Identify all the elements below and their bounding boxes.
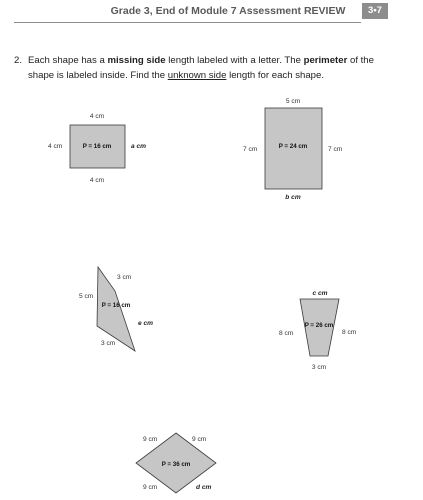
lesson-badge: 3•7 bbox=[362, 3, 388, 19]
square-missing-label: a cm bbox=[131, 143, 147, 150]
rectangle-left-label: 7 cm bbox=[243, 146, 258, 153]
instr-text-3: of the shape is labeled inside. Find the bbox=[28, 55, 374, 81]
rectangle-figure bbox=[243, 98, 343, 201]
instr-bold-missing-side: missing side bbox=[107, 55, 166, 66]
rhombus-top-left-label: 9 cm bbox=[143, 436, 158, 443]
rhombus-perimeter-label: P = 36 cm bbox=[161, 461, 191, 468]
parallelogram-left-label: 5 cm bbox=[79, 293, 94, 300]
instr-text-4: length for each shape. bbox=[226, 70, 325, 81]
parallelogram-figure bbox=[79, 267, 153, 351]
header-title: Grade 3, End of Module 7 Assessment REVIEW bbox=[110, 5, 346, 17]
parallelogram-bottom-label: 3 cm bbox=[101, 340, 116, 347]
instr-text-2: length labeled with a letter. The bbox=[165, 55, 304, 66]
rectangle-top-label: 5 cm bbox=[285, 98, 301, 105]
trapezoid-right-label: 8 cm bbox=[342, 329, 357, 336]
trapezoid-left-label: 8 cm bbox=[279, 330, 294, 337]
rhombus-missing-label: d cm bbox=[196, 484, 212, 491]
rhombus-top-right-label: 9 cm bbox=[192, 436, 207, 443]
rhombus-bottom-left-label: 9 cm bbox=[143, 484, 158, 491]
rhombus-figure bbox=[136, 433, 216, 493]
instr-text-1: Each shape has a bbox=[28, 55, 108, 66]
square-top-label: 4 cm bbox=[89, 113, 105, 120]
trapezoid-bottom-label: 3 cm bbox=[311, 364, 327, 371]
trapezoid-perimeter-label: P = 26 cm bbox=[304, 322, 334, 329]
problem-number: 2. bbox=[14, 55, 23, 66]
parallelogram-perimeter-label: P = 16 cm bbox=[101, 302, 131, 309]
rectangle-right-label: 7 cm bbox=[328, 146, 343, 153]
square-perimeter-label: P = 16 cm bbox=[82, 143, 112, 150]
square-left-label: 4 cm bbox=[48, 143, 63, 150]
trapezoid-figure bbox=[279, 290, 357, 371]
instr-underline-unknown-side: unknown side bbox=[167, 70, 227, 81]
square-bottom-label: 4 cm bbox=[89, 177, 105, 184]
square-figure bbox=[48, 113, 146, 184]
rectangle-missing-label: b cm bbox=[285, 194, 301, 201]
rectangle-perimeter-label: P = 24 cm bbox=[278, 143, 308, 150]
instr-bold-perimeter: perimeter bbox=[303, 55, 348, 66]
trapezoid-missing-label: c cm bbox=[312, 290, 328, 297]
parallelogram-missing-label: e cm bbox=[138, 320, 154, 327]
parallelogram-top-label: 3 cm bbox=[117, 274, 132, 281]
